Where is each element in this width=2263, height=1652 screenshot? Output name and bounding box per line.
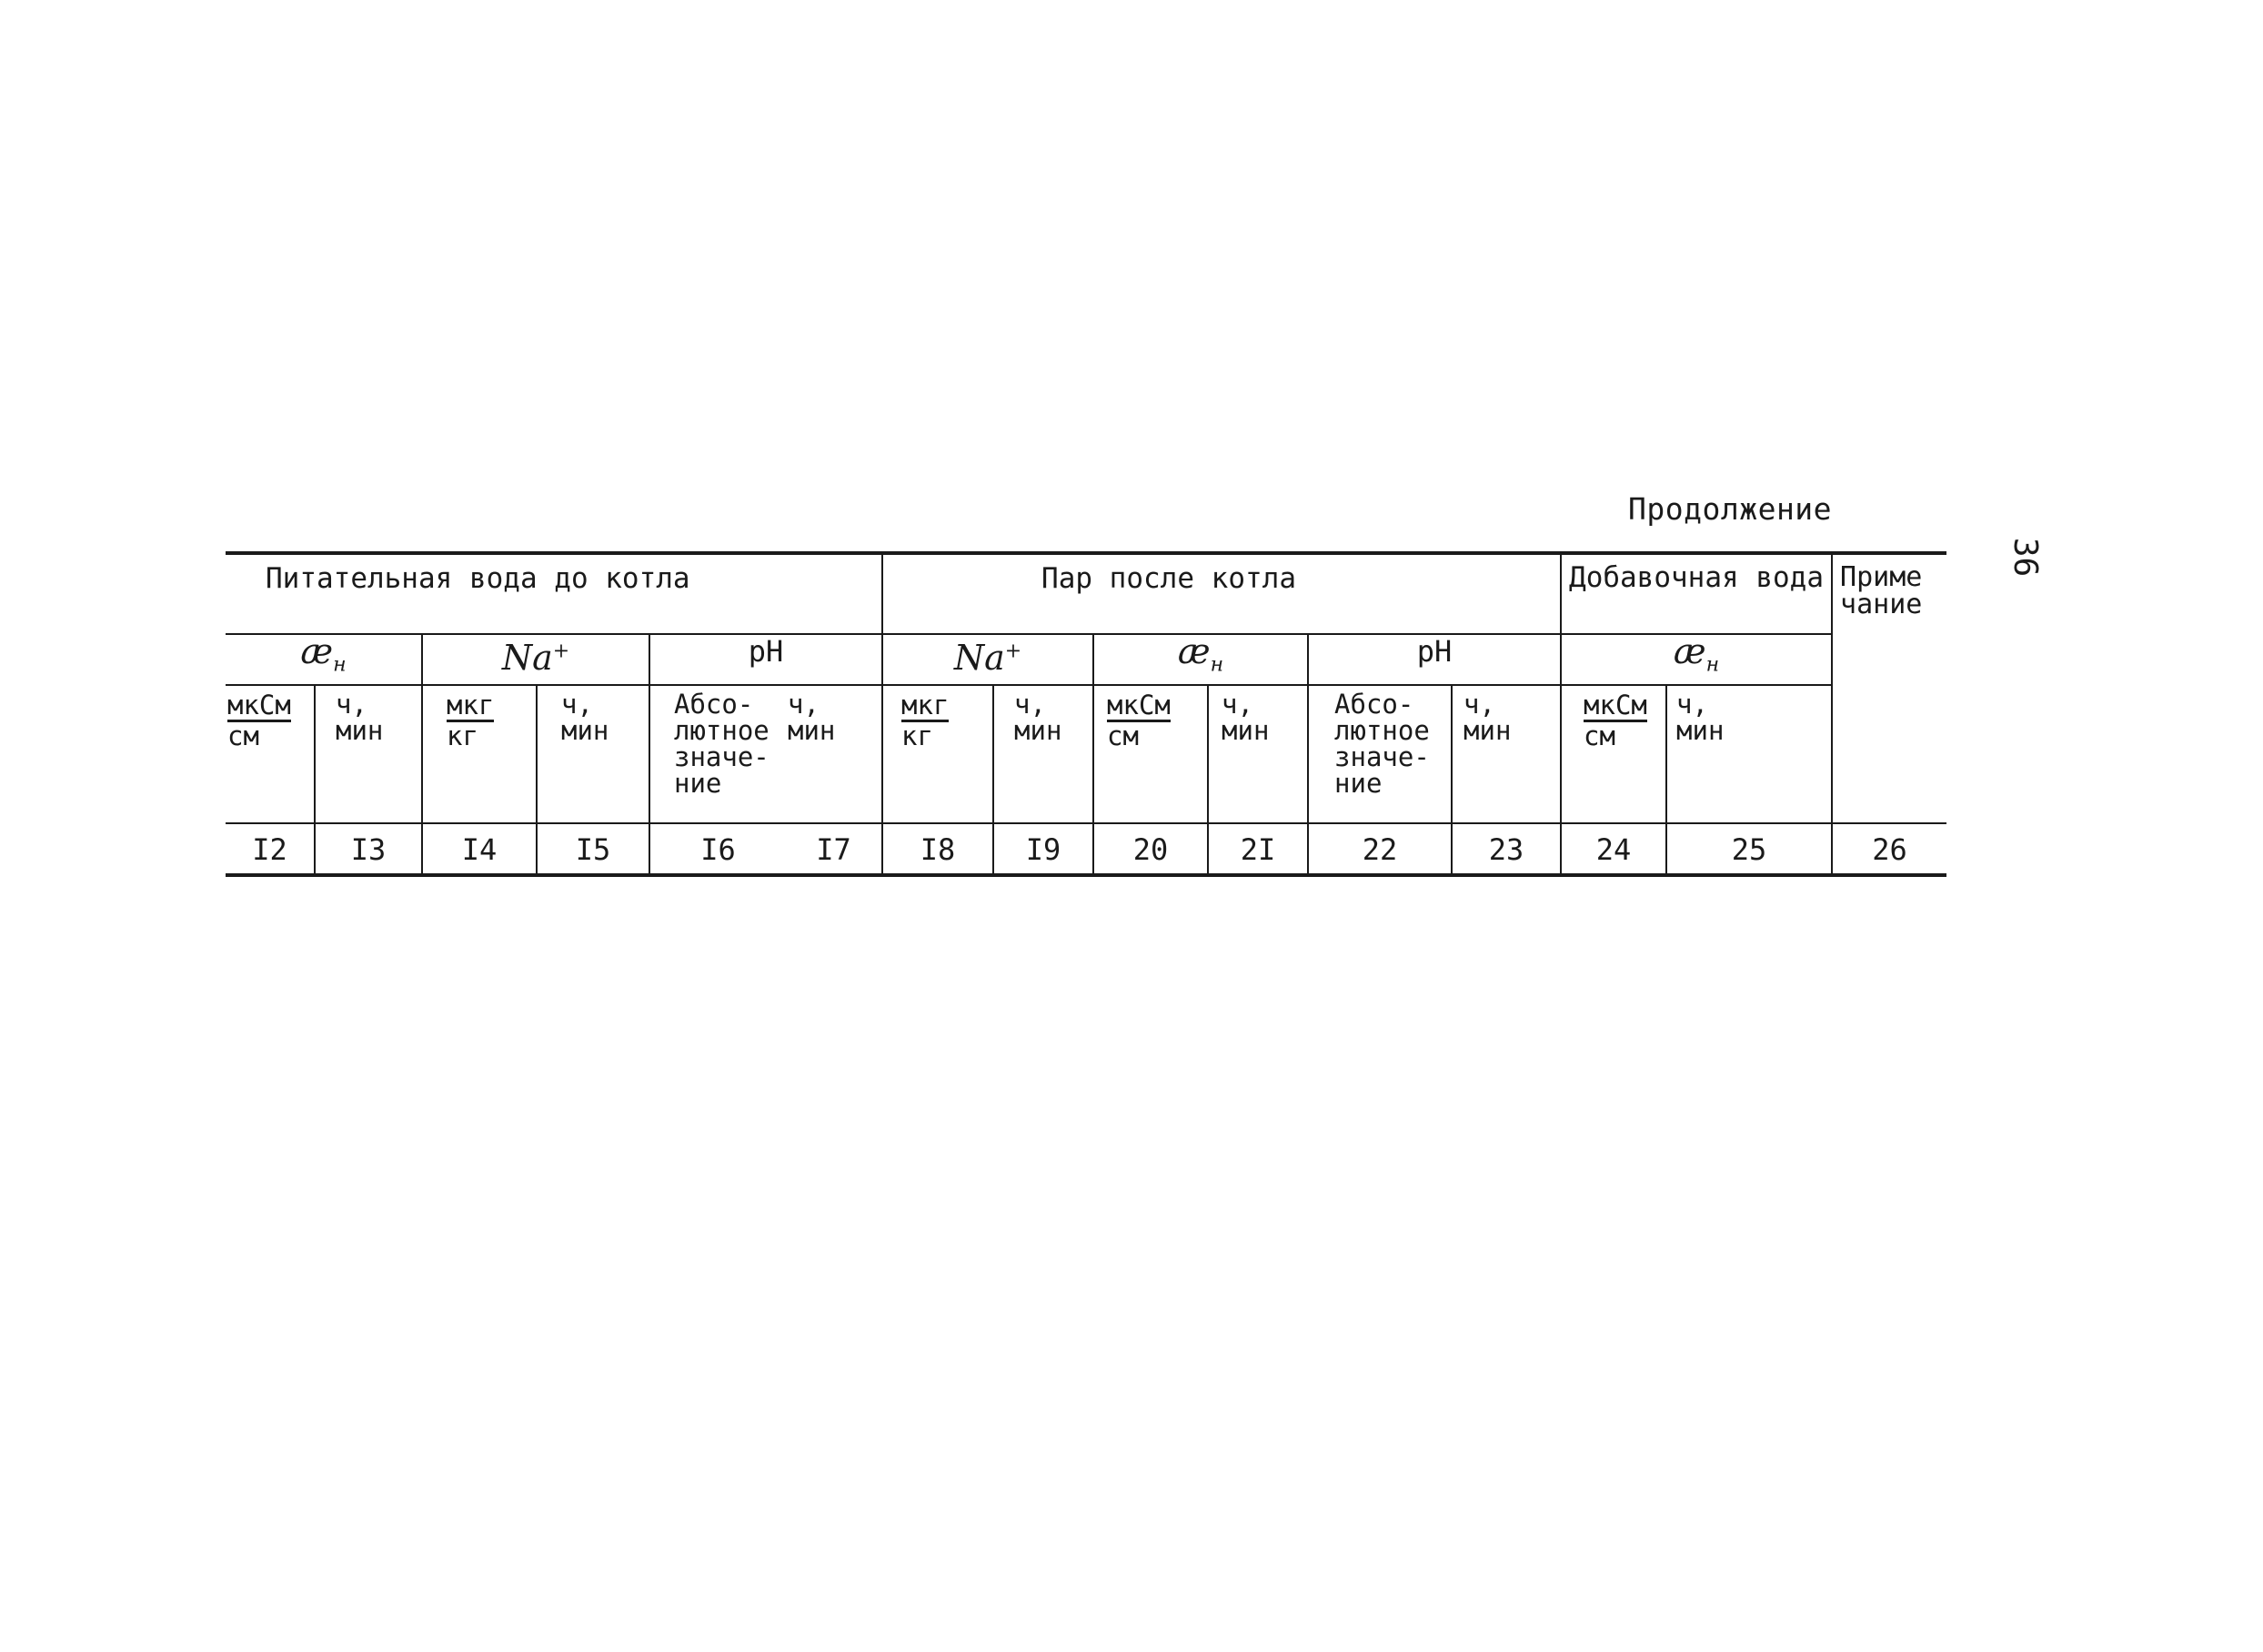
unit-time-label: ч, мин (1014, 688, 1062, 746)
data-table-wrapper (226, 551, 1946, 877)
column-number: I4 (422, 823, 537, 875)
unit-absolute-value (649, 685, 786, 823)
unit-time-label: ч, мин (1222, 688, 1270, 746)
remark-header (1832, 553, 1946, 823)
column-number: 2I (1208, 823, 1308, 875)
group-steam (882, 553, 1561, 634)
unit-mass (882, 685, 993, 823)
ph-label: pH (1416, 634, 1453, 669)
sodium-symbol: Na+ (501, 637, 570, 678)
group-makeup-water-label: Добавочная вода (1569, 561, 1824, 594)
continuation-label: Продолжение (1628, 491, 1833, 527)
group-header-row (226, 553, 1946, 634)
column-number: 25 (1666, 823, 1832, 875)
remark-label: Примечание (1840, 561, 1923, 620)
unit-conductivity (226, 685, 315, 823)
unit-time-label: ч, мин (336, 688, 384, 746)
conductivity-symbol: $æ_н$ (300, 634, 347, 677)
column-number: I3 (315, 823, 422, 875)
param-conductivity-steam (1093, 634, 1308, 685)
unit-time (1666, 685, 1832, 823)
column-number: I5 (537, 823, 649, 875)
column-number: I9 (993, 823, 1093, 875)
group-feed-water-label: Питательная вода до котла (266, 562, 690, 595)
water-chemistry-table (226, 551, 1946, 877)
unit-fraction: $\frac{\text{мкСм}}{см}$ (227, 689, 291, 751)
group-steam-label: Пар после котла (1041, 562, 1296, 595)
column-number: I7 (786, 823, 882, 875)
column-number: 24 (1561, 823, 1666, 875)
column-number-row (226, 823, 1946, 875)
group-makeup-water (1561, 553, 1832, 634)
unit-time (315, 685, 422, 823)
param-ph-feed (649, 634, 882, 685)
column-number: 22 (1308, 823, 1452, 875)
column-number: 26 (1832, 823, 1946, 875)
unit-time-label: ч, мин (788, 688, 836, 746)
unit-time-label: ч, мин (1463, 688, 1512, 746)
group-feed-water (226, 553, 882, 634)
param-sodium-feed (422, 634, 649, 685)
unit-time (993, 685, 1093, 823)
column-number: 20 (1093, 823, 1208, 875)
unit-absolute-label: Абсо-лютное значе-ние (1334, 688, 1430, 799)
sodium-symbol: Na+ (953, 637, 1022, 678)
unit-fraction: $\frac{\text{мкг}}{кг}$ (447, 689, 495, 751)
unit-time (1208, 685, 1308, 823)
param-ph-steam (1308, 634, 1561, 685)
unit-fraction: $\frac{\text{мкг}}{кг}$ (901, 689, 950, 751)
unit-fraction: $\frac{\text{мкСм}}{см}$ (1584, 689, 1647, 751)
unit-conductivity (1093, 685, 1208, 823)
ph-label: pH (748, 634, 784, 669)
unit-absolute-value (1308, 685, 1452, 823)
column-number: 23 (1452, 823, 1561, 875)
unit-time (1452, 685, 1561, 823)
unit-fraction: $\frac{\text{мкСм}}{см}$ (1107, 689, 1171, 751)
unit-time (537, 685, 649, 823)
column-number: I8 (882, 823, 993, 875)
unit-time (786, 685, 882, 823)
conductivity-symbol: $æ_н$ (1177, 634, 1224, 677)
unit-conductivity (1561, 685, 1666, 823)
param-sodium-steam (882, 634, 1093, 685)
unit-mass (422, 685, 537, 823)
page-number: 36 (2007, 537, 2045, 578)
unit-time-label: ч, мин (1676, 688, 1725, 746)
param-header-row (226, 634, 1946, 685)
column-number: I2 (226, 823, 315, 875)
unit-time-label: ч, мин (561, 688, 609, 746)
conductivity-symbol: $æ_н$ (1673, 634, 1720, 677)
column-number: I6 (649, 823, 786, 875)
unit-absolute-label: Абсо-лютное значе-ние (674, 688, 769, 799)
unit-header-row (226, 685, 1946, 823)
param-conductivity-makeup (1561, 634, 1832, 685)
param-conductivity-feed (226, 634, 422, 685)
